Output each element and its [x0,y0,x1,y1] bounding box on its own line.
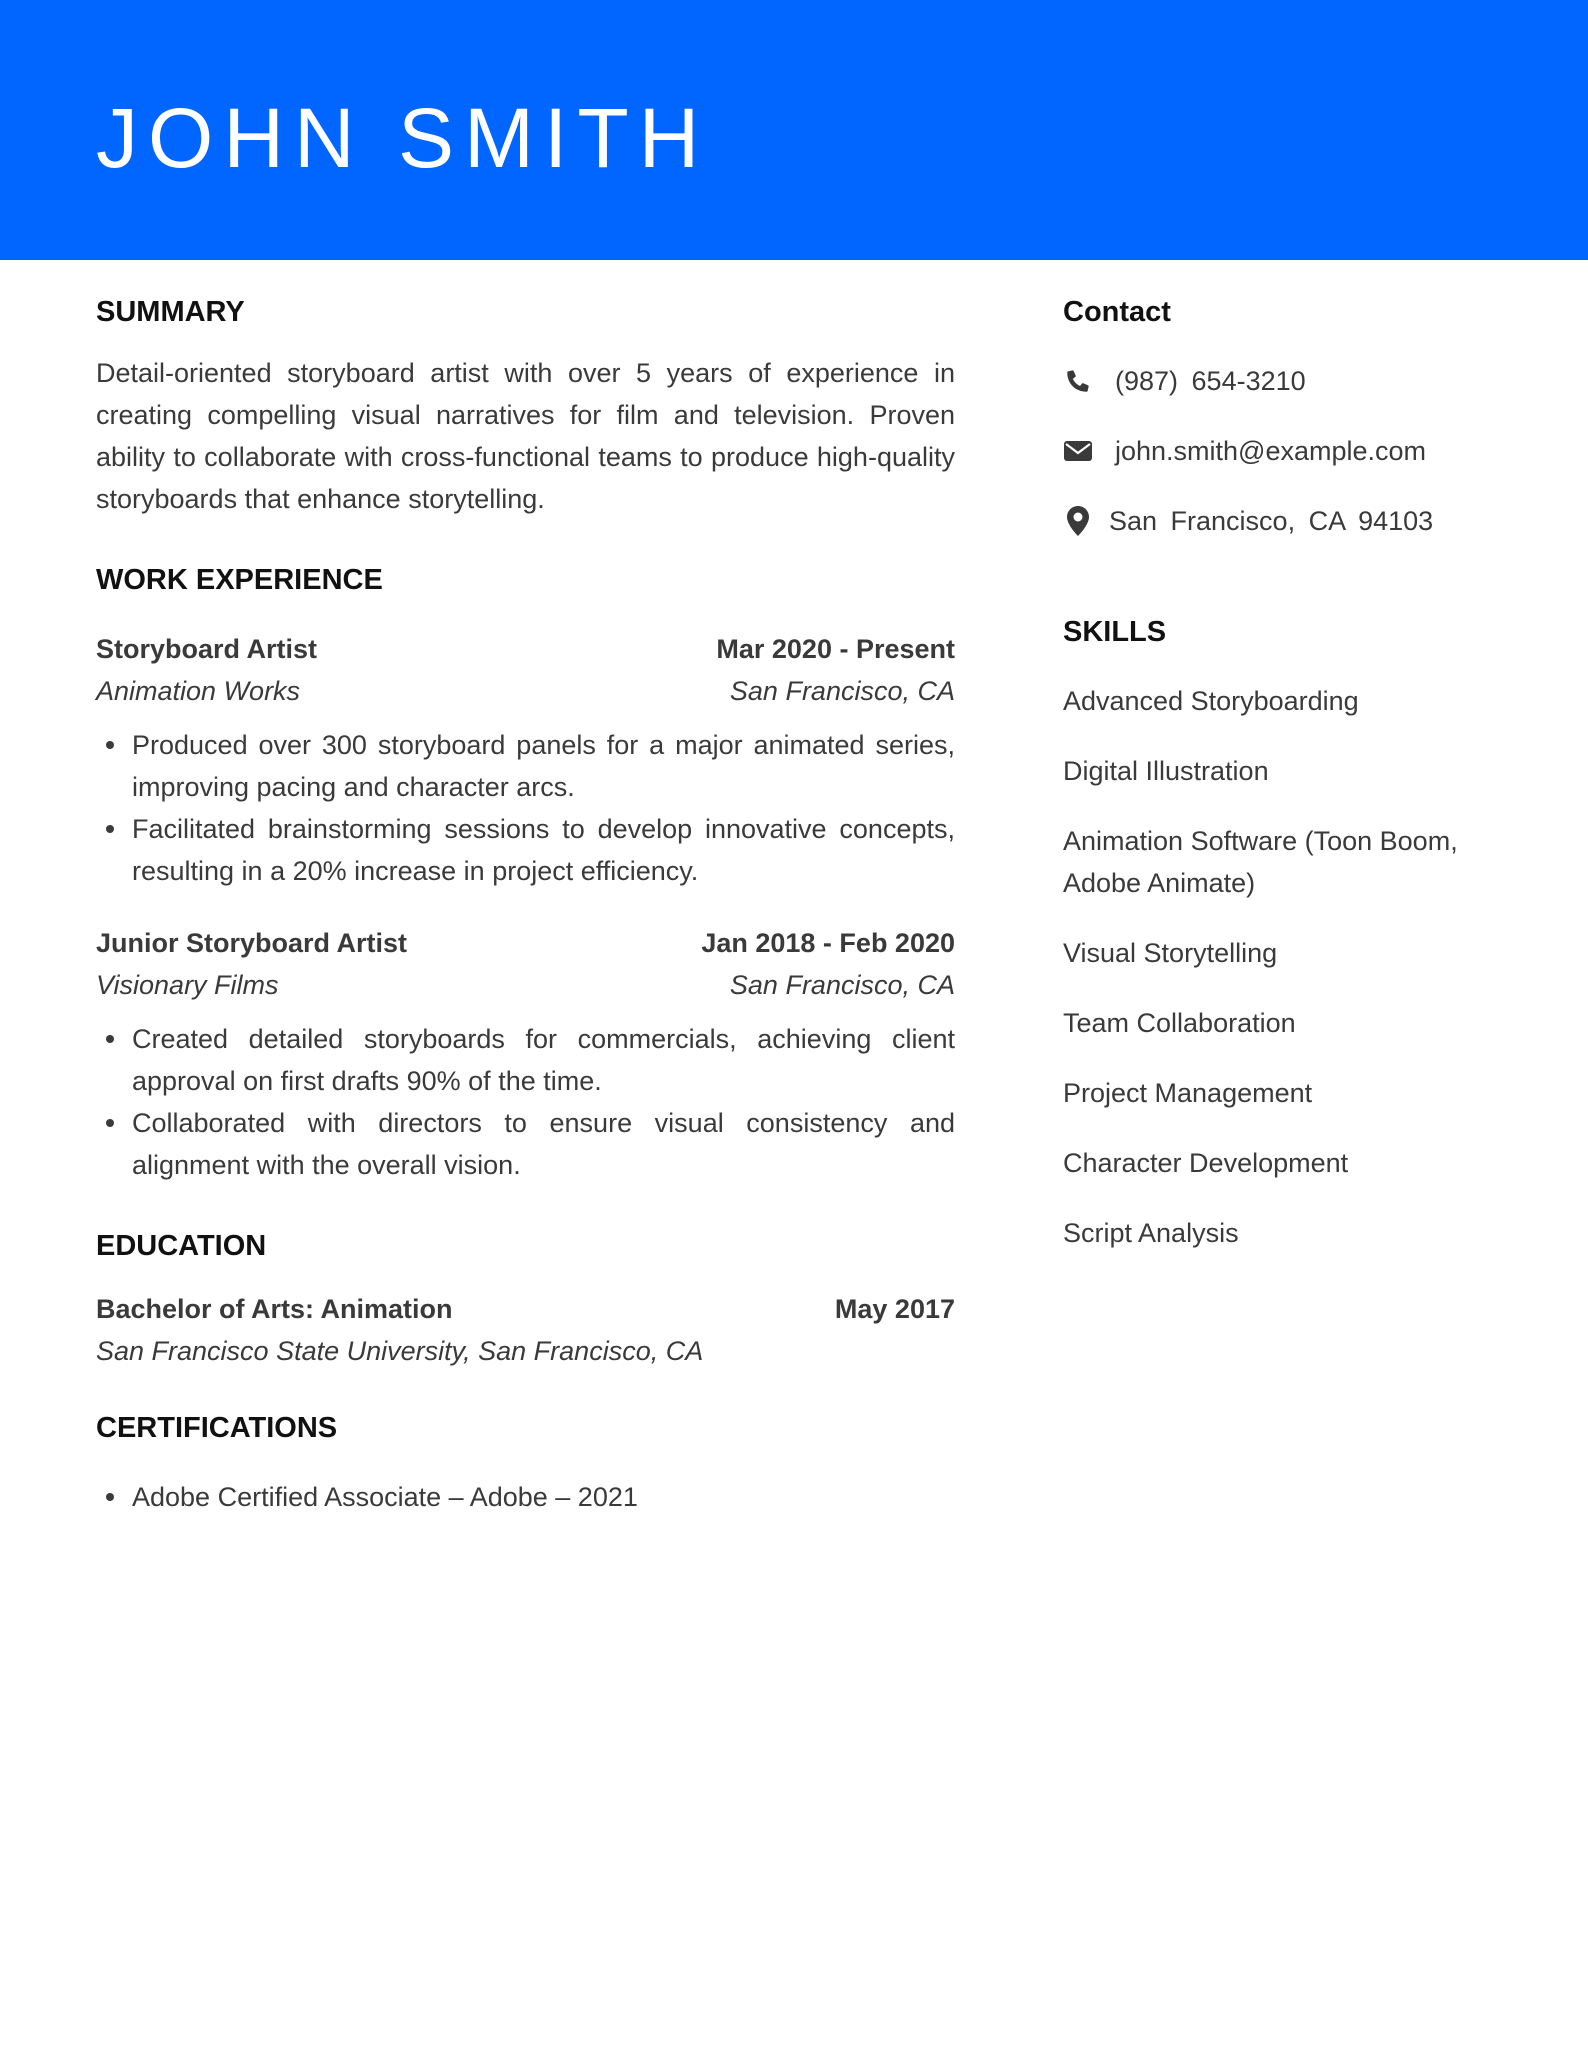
contact-email [1063,430,1503,472]
job-location: San Francisco, CA [729,676,955,706]
education-section [96,1224,955,1372]
bullet-text: Collaborated with directors to ensure visual consistency and alignment with the overall vision. [132,1108,955,1180]
skill-item: Script Analysis [1063,1218,1239,1248]
job-title: Storyboard Artist [96,634,318,664]
certification-text: Adobe Certified Associate – Adobe – 2021 [132,1482,638,1512]
skill-item: Character Development [1063,1148,1349,1178]
main-column [96,290,955,1518]
work-experience-heading: WORK EXPERIENCE [96,564,383,596]
job-title: Junior Storyboard Artist [96,928,408,958]
work-experience-section [96,558,955,1186]
summary-section [96,290,955,520]
phone-number[interactable]: (987) 654-3210 [1115,365,1306,396]
email-address[interactable]: john.smith@example.com [1115,435,1427,466]
bullet-dot-icon [106,741,114,749]
summary-text: Detail-oriented storyboard artist with over 5 years of experience in creating compelling visual narratives for film and television. Proven ability to collaborate with cross-functional teams to produce high-quality storyboards that enhance storytelling. [96,358,955,514]
contact-heading: Contact [1063,296,1171,328]
bullet-item [96,1102,955,1186]
certification-list [96,1476,955,1518]
certifications-section [96,1406,955,1518]
certifications-heading: CERTIFICATIONS [96,1412,338,1444]
envelope-icon [1063,436,1093,466]
phone-icon [1063,366,1093,396]
job-dates: Mar 2020 - Present [716,634,955,664]
job-dates: Jan 2018 - Feb 2020 [701,928,955,958]
education-heading: EDUCATION [96,1230,267,1262]
bullet-item [96,724,955,808]
contact-section [1063,290,1503,542]
skill-item: Advanced Storyboarding [1063,686,1359,716]
skills-section [1063,610,1503,1254]
school: San Francisco State University, San Francisco, CA [96,1336,704,1366]
bullet-dot-icon [106,1493,114,1501]
job-location: San Francisco, CA [729,970,955,1000]
bullet-item [96,808,955,892]
certification-item [96,1476,955,1518]
job-entry [96,922,955,1186]
bullet-dot-icon [106,825,114,833]
candidate-name: JOHN SMITH [96,91,710,185]
summary-heading: SUMMARY [96,296,245,328]
job-entry [96,628,955,892]
job-company: Animation Works [96,676,301,706]
bullet-text: Created detailed storyboards for commercials, achieving client approval on first drafts 90% of the time. [132,1024,955,1096]
location-text: San Francisco, CA 94103 [1109,505,1434,536]
job-company: Visionary Films [96,970,279,1000]
job-bullets [96,724,955,892]
degree: Bachelor of Arts: Animation [96,1294,453,1324]
skill-item: Digital Illustration [1063,756,1269,786]
skill-item: Animation Software (Toon Boom, Adobe Animate) [1063,826,1458,898]
map-pin-icon [1063,506,1093,536]
skill-item: Project Management [1063,1078,1313,1108]
bullet-dot-icon [106,1035,114,1043]
contact-phone [1063,360,1503,402]
skills-heading: SKILLS [1063,616,1167,648]
bullet-dot-icon [106,1119,114,1127]
header-banner [0,0,1588,260]
bullet-text: Produced over 300 storyboard panels for a major animated series, improving pacing and character arcs. [132,730,955,802]
skill-item: Visual Storytelling [1063,938,1278,968]
job-bullets [96,1018,955,1186]
bullet-item [96,1018,955,1102]
graduation-date: May 2017 [834,1294,955,1324]
sidebar-column [1063,290,1503,1254]
skill-item: Team Collaboration [1063,1008,1296,1038]
contact-location [1063,500,1503,542]
bullet-text: Facilitated brainstorming sessions to develop innovative concepts, resulting in a 20% increase in project efficiency. [132,814,955,886]
